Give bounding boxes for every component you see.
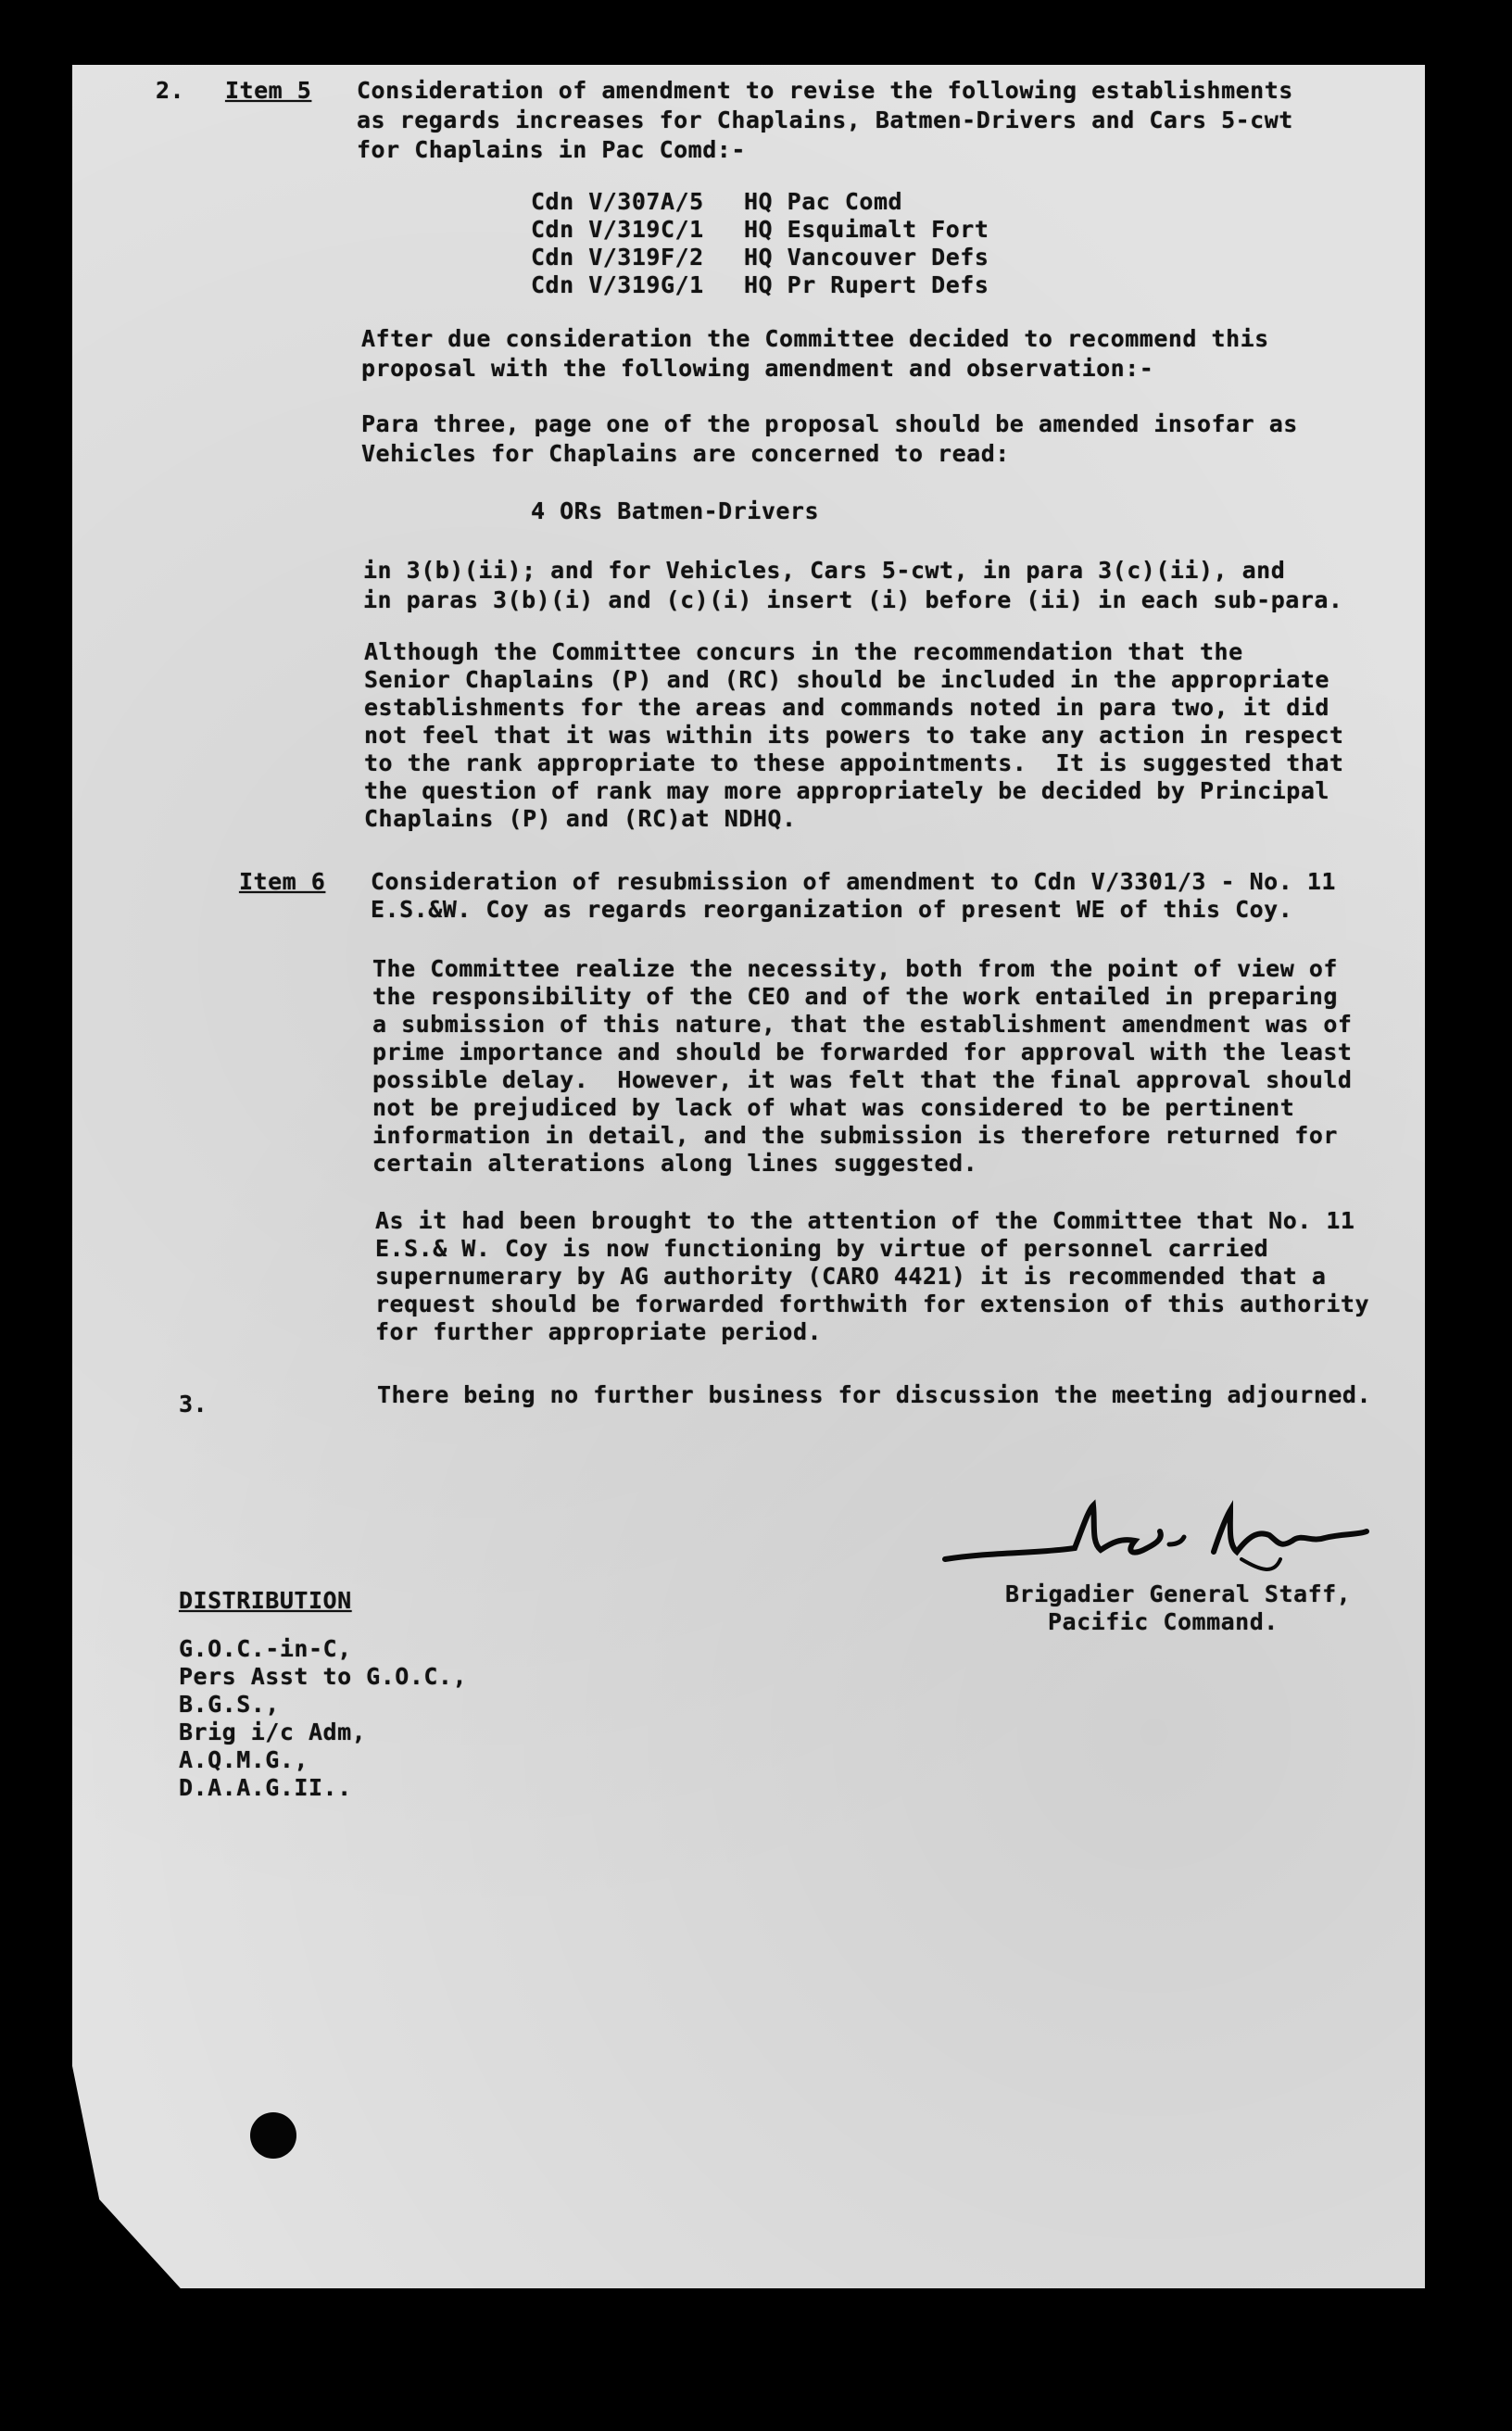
item-6-para-line: certain alterations along lines suggested. [372,1150,978,1177]
item-5-para-line: Senior Chaplains (P) and (RC) should be included in the appropriate [364,666,1329,693]
distribution-recipient: G.O.C.-in-C, [179,1635,352,1662]
establishment-unit: HQ Esquimalt Fort [744,216,989,243]
item-5-para-line: Although the Committee concurs in the recommendation that the [364,638,1243,665]
item-5-para-line: Para three, page one of the proposal should be amended insofar as [361,410,1298,437]
item-5-para-line: in 3(b)(ii); and for Vehicles, Cars 5-cwt, in para 3(c)(ii), and [363,557,1286,584]
item-5-para-line: the question of rank may more appropriately be decided by Principal [364,777,1329,804]
item-6-heading-line: E.S.&W. Coy as regards reorganization of present WE of this Coy. [371,896,1293,923]
section-number: 3. [179,1391,208,1417]
item-6-para-line: the responsibility of the CEO and of the work entailed in preparing [372,983,1338,1010]
item-5-heading-line: Consideration of amendment to revise the following establishments [357,77,1293,104]
item-6-para-line: for further appropriate period. [375,1318,823,1345]
distribution-recipient: D.A.A.G.II.. [179,1774,352,1801]
signatory-command: Pacific Command. [1048,1608,1279,1635]
distribution-heading: DISTRIBUTION [179,1587,352,1614]
establishment-code: Cdn V/307A/5 [531,188,704,215]
item-5-para-line: Vehicles for Chaplains are concerned to read: [361,440,1010,467]
item-6-heading-line: Consideration of resubmission of amendment to Cdn V/3301/3 - No. 11 [371,868,1336,895]
item-5-heading-line: for Chaplains in Pac Comd:- [357,136,746,163]
item-6-para-line: E.S.& W. Coy is now functioning by virtue of personnel carried [375,1235,1269,1262]
item-5-para-line: to the rank appropriate to these appointments. It is suggested that [364,749,1344,776]
item-5-para-line: proposal with the following amendment and observation:- [361,355,1154,382]
establishment-code: Cdn V/319F/2 [531,244,704,271]
establishment-unit: HQ Pac Comd [744,188,903,215]
distribution-recipient: Brig i/c Adm, [179,1719,367,1745]
item-5-label: Item 5 [225,77,312,104]
closing-statement: There being no further business for discussion the meeting adjourned. [377,1381,1372,1408]
distribution-recipient: B.G.S., [179,1691,280,1718]
handwritten-signature [936,1487,1371,1589]
establishment-code: Cdn V/319C/1 [531,216,704,243]
item-5-para-line: not feel that it was within its powers to take any action in respect [364,722,1344,749]
item-6-para-line: The Committee realize the necessity, both from the point of view of [372,955,1338,982]
establishment-unit: HQ Vancouver Defs [744,244,989,271]
item-6-para-line: a submission of this nature, that the establishment amendment was of [372,1011,1353,1038]
establishment-unit: HQ Pr Rupert Defs [744,271,989,298]
establishment-code: Cdn V/319G/1 [531,271,704,298]
item-5-para-line: establishments for the areas and commands noted in para two, it did [364,694,1329,721]
item-5-para-line: Chaplains (P) and (RC)at NDHQ. [364,805,797,832]
item-6-para-line: prime importance and should be forwarded for approval with the least [372,1039,1353,1065]
item-6-para-line: request should be forwarded forthwith for extension of this authority [375,1291,1370,1317]
item-6-para-line: not be prejudiced by lack of what was considered to be pertinent [372,1094,1295,1121]
distribution-recipient: Pers Asst to G.O.C., [179,1663,468,1690]
item-6-label: Item 6 [239,868,326,895]
item-5-quote: 4 ORs Batmen-Drivers [531,498,820,524]
item-6-para-line: possible delay. However, it was felt that the final approval should [372,1066,1353,1093]
punch-hole-mark [250,2112,296,2159]
item-6-para-line: supernumerary by AG authority (CARO 4421) it is recommended that a [375,1263,1327,1290]
section-number: 2. [156,77,185,104]
item-5-para-line: in paras 3(b)(i) and (c)(i) insert (i) before (ii) in each sub-para. [363,586,1343,613]
signatory-title: Brigadier General Staff, [1005,1581,1352,1607]
distribution-recipient: A.Q.M.G., [179,1746,309,1773]
item-5-heading-line: as regards increases for Chaplains, Batmen-Drivers and Cars 5-cwt [357,107,1293,133]
item-6-para-line: As it had been brought to the attention of the Committee that No. 11 [375,1207,1355,1234]
item-5-para-line: After due consideration the Committee decided to recommend this [361,325,1269,352]
item-6-para-line: information in detail, and the submission is therefore returned for [372,1122,1338,1149]
